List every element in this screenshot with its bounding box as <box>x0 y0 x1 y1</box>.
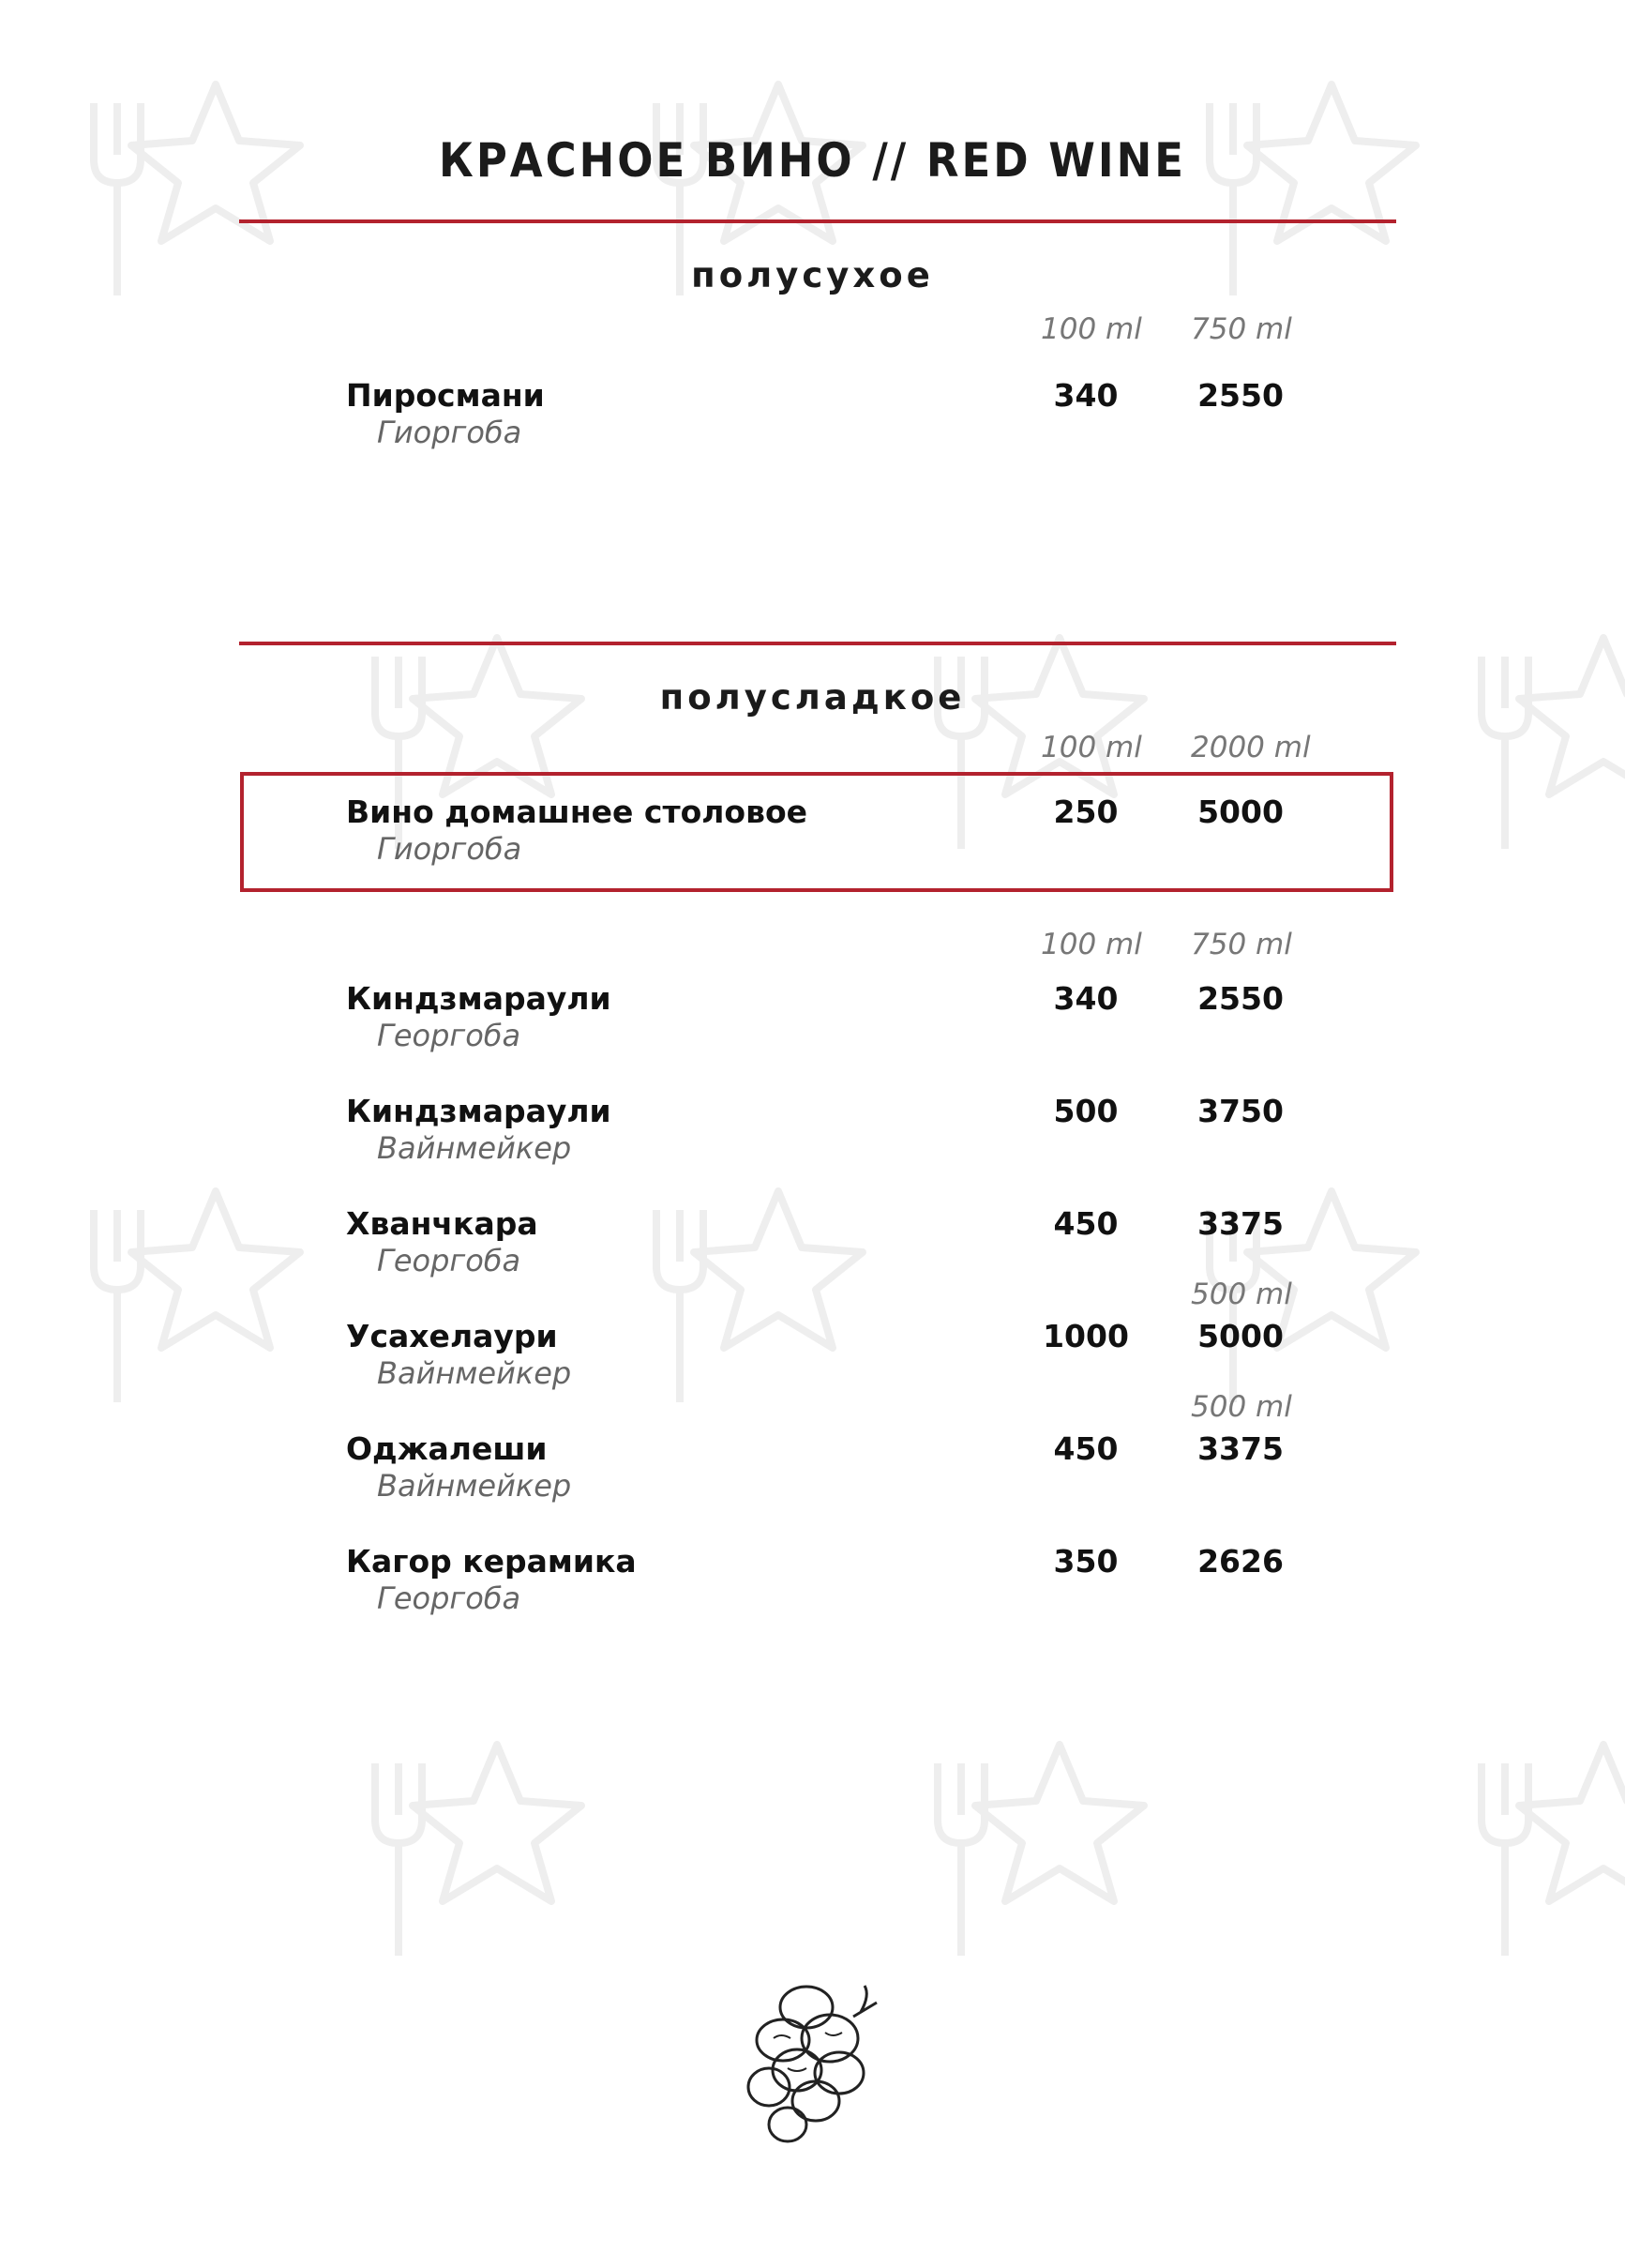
wine-name: Кагор керамика <box>346 1543 637 1580</box>
watermark-icon <box>1444 619 1625 863</box>
price-bottle: 2550 <box>1197 377 1284 414</box>
page-title: КРАСНОЕ ВИНО // RED WINE <box>439 133 1186 188</box>
watermark-icon <box>338 1726 619 1970</box>
price-glass: 450 <box>1053 1430 1119 1467</box>
grapes-icon <box>741 1965 891 2153</box>
watermark-icon <box>1444 1726 1625 1970</box>
volume-label: 100 ml <box>1041 731 1142 764</box>
price-glass: 350 <box>1053 1543 1119 1580</box>
wine-name: Оджалеши <box>346 1430 548 1467</box>
wine-producer: Гиоргоба <box>377 415 522 450</box>
price-glass: 250 <box>1053 794 1119 830</box>
volume-label: 750 ml <box>1191 928 1292 961</box>
price-glass: 340 <box>1053 980 1119 1017</box>
title-divider <box>239 219 1396 223</box>
wine-producer: Вайнмейкер <box>377 1130 572 1166</box>
price-bottle: 5000 <box>1197 1318 1284 1354</box>
wine-name: Киндзмараули <box>346 980 611 1017</box>
price-bottle: 5000 <box>1197 794 1284 830</box>
price-glass: 450 <box>1053 1205 1119 1242</box>
wine-producer: Вайнмейкер <box>377 1468 572 1504</box>
watermark-icon <box>900 1726 1181 1970</box>
price-bottle: 3750 <box>1197 1093 1284 1129</box>
wine-name: Вино домашнее столовое <box>346 794 808 830</box>
wine-name: Пиросмани <box>346 377 545 414</box>
section-heading-semidry: полусухое <box>691 255 934 295</box>
volume-label: 750 ml <box>1191 312 1292 346</box>
wine-name: Усахелаури <box>346 1318 558 1354</box>
wine-producer: Георгоба <box>377 1243 521 1278</box>
watermark-icon <box>56 1172 338 1416</box>
wine-name: Киндзмараули <box>346 1093 611 1129</box>
price-glass: 340 <box>1053 377 1119 414</box>
watermark-icon <box>619 1172 900 1416</box>
volume-note: 500 ml <box>1191 1278 1292 1311</box>
wine-producer: Гиоргоба <box>377 831 522 867</box>
section-heading-semisweet: полусладкое <box>659 677 966 718</box>
wine-name: Хванчкара <box>346 1205 538 1242</box>
price-bottle: 3375 <box>1197 1430 1284 1467</box>
price-glass: 500 <box>1053 1093 1119 1129</box>
volume-label: 100 ml <box>1041 928 1142 961</box>
price-glass: 1000 <box>1043 1318 1129 1354</box>
volume-note: 500 ml <box>1191 1390 1292 1424</box>
price-bottle: 2626 <box>1197 1543 1284 1580</box>
wine-producer: Вайнмейкер <box>377 1355 572 1391</box>
section-divider <box>239 642 1396 645</box>
price-bottle: 2550 <box>1197 980 1284 1017</box>
wine-producer: Георгоба <box>377 1018 521 1053</box>
volume-label: 100 ml <box>1041 312 1142 346</box>
volume-label: 2000 ml <box>1191 731 1311 764</box>
wine-producer: Георгоба <box>377 1580 521 1616</box>
price-bottle: 3375 <box>1197 1205 1284 1242</box>
